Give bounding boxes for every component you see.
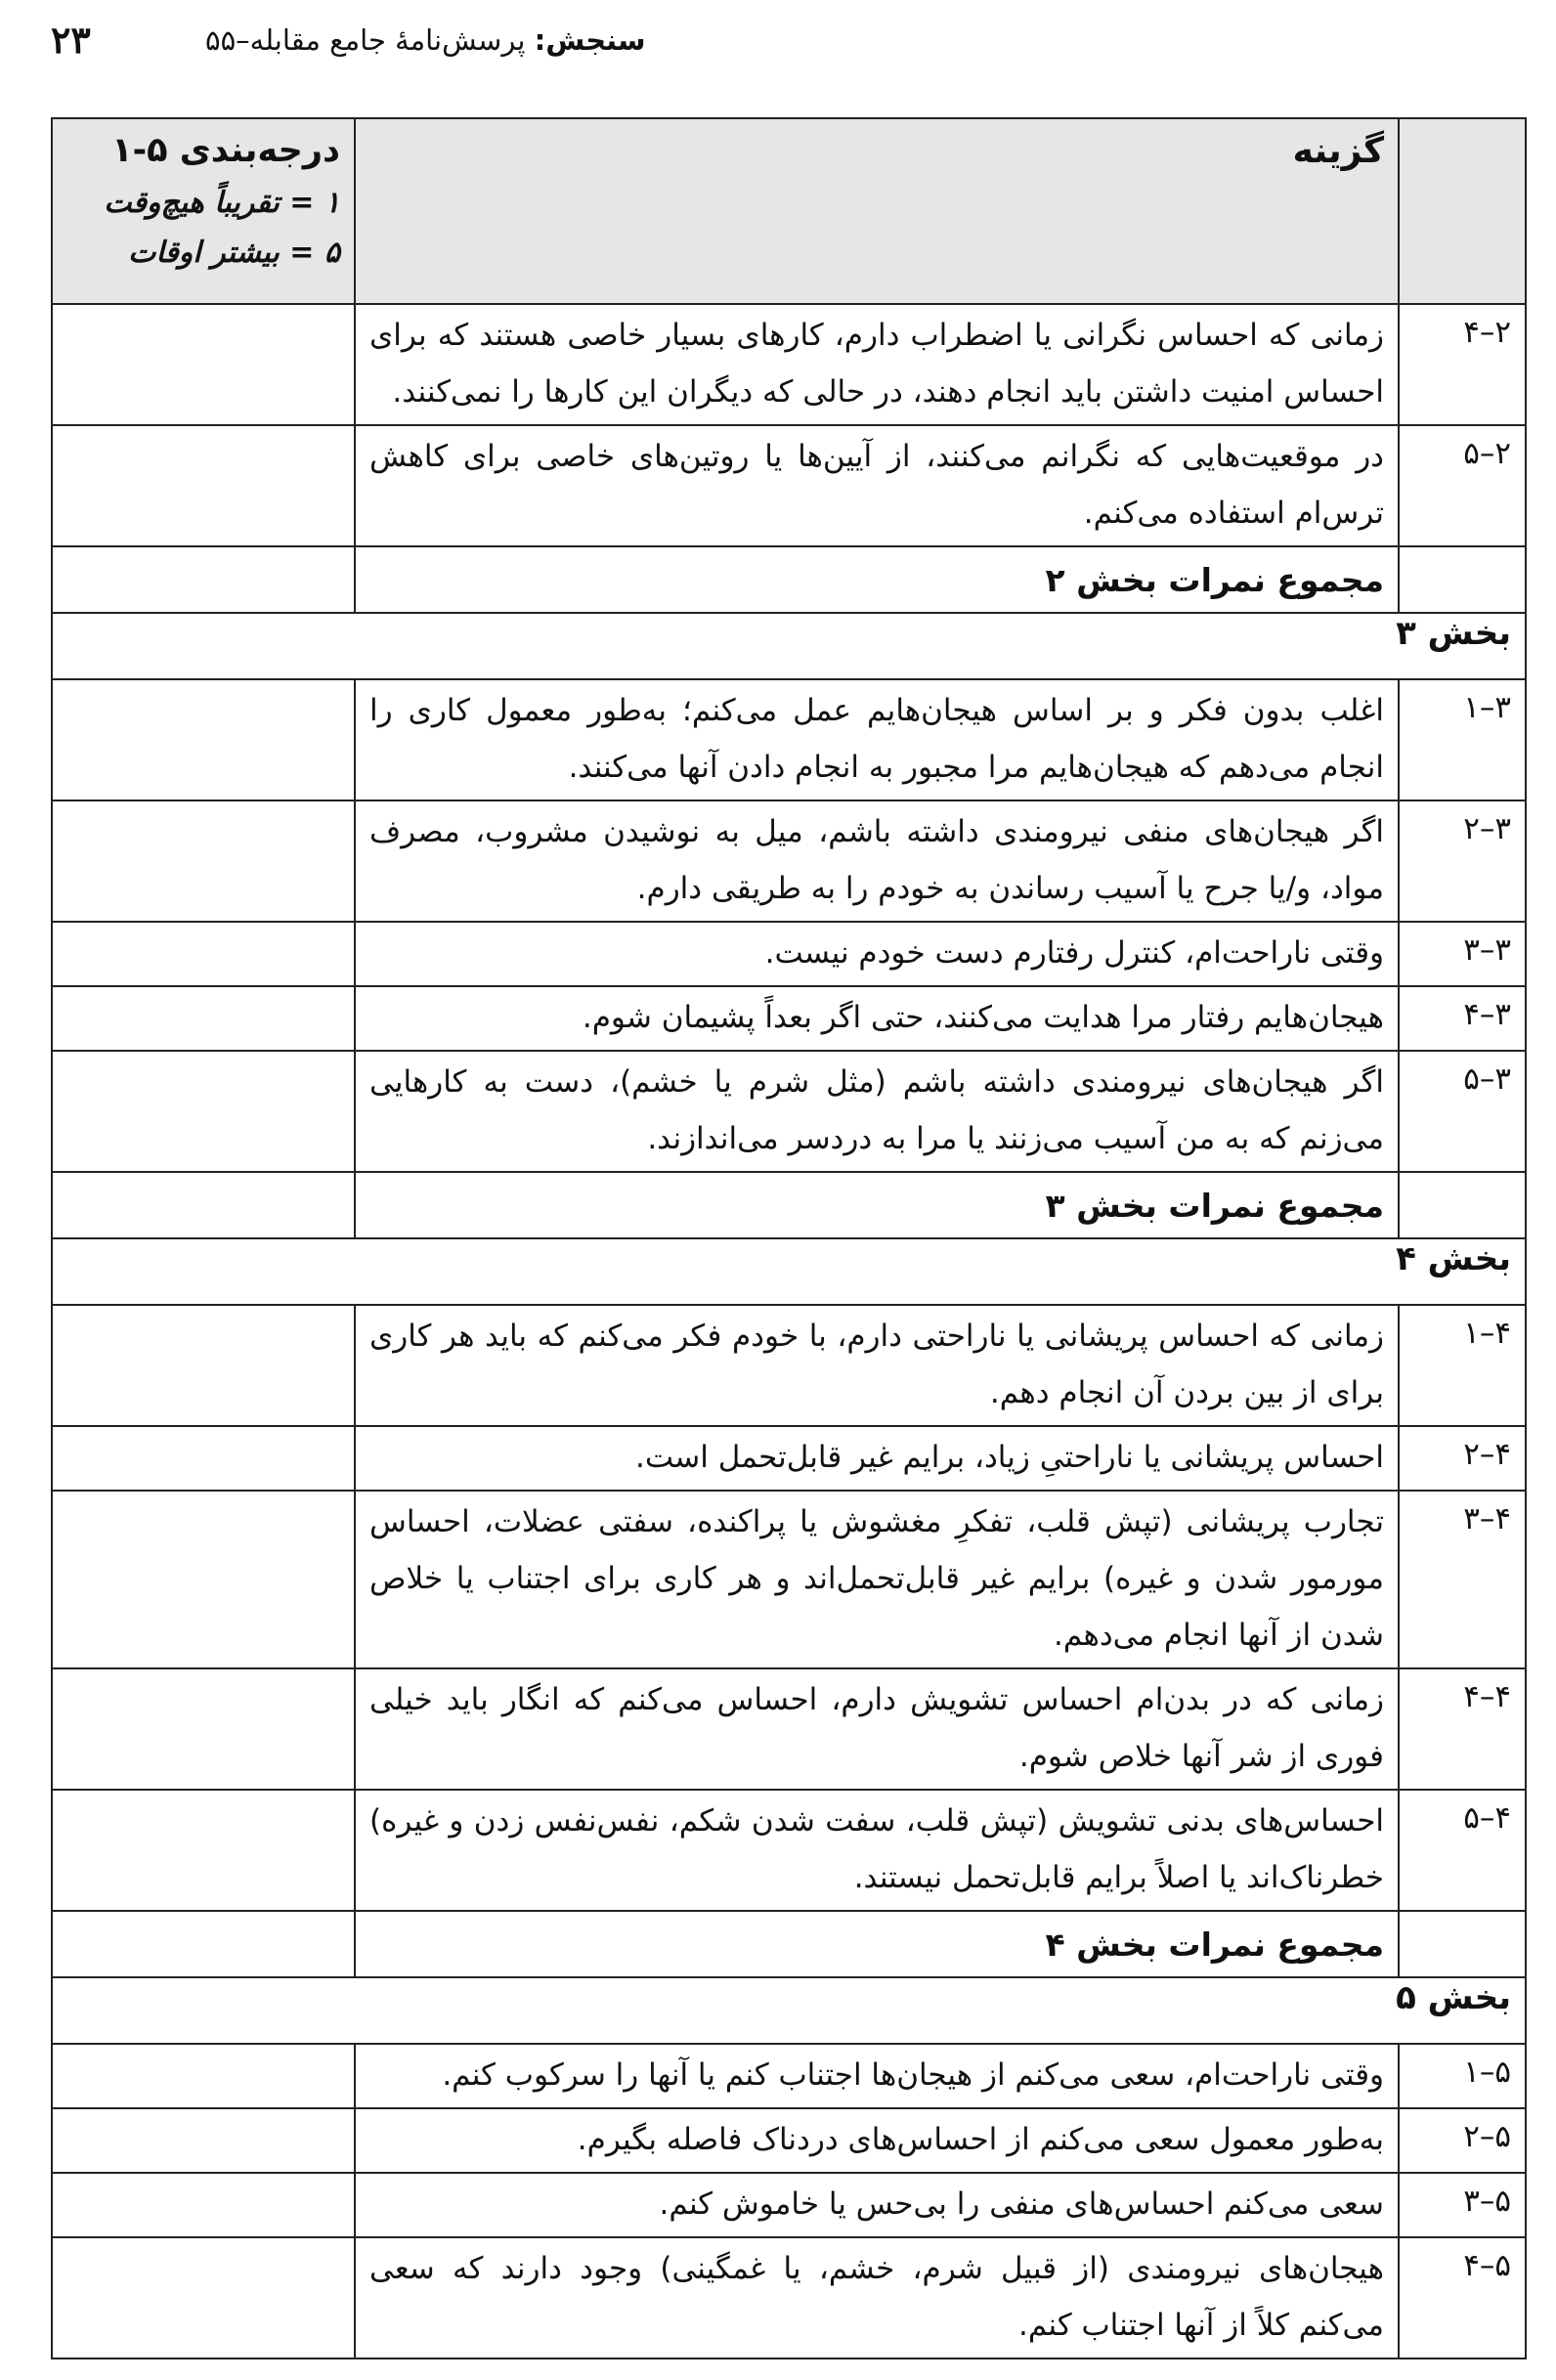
question-row [52, 2108, 1526, 2173]
question-row [52, 2173, 1526, 2237]
item-text: هیجان‌هایم رفتار مرا هدایت می‌کنند، حتی اگر بعداً پشیمان شوم. [355, 986, 1399, 1051]
item-number: ۵–۲ [1399, 2108, 1526, 2173]
item-number: ۲–۴ [1399, 304, 1526, 425]
rating-input-cell[interactable] [52, 2237, 355, 2358]
section-total-row [52, 1911, 1526, 1977]
questionnaire-body [52, 118, 1526, 2358]
question-row [52, 1305, 1526, 1426]
section-heading-row [52, 1977, 1526, 2044]
rating-low-label: ۱ = تقریباً هیچ‌وقت [104, 186, 340, 220]
rating-input-cell[interactable] [52, 801, 355, 922]
question-row [52, 1790, 1526, 1911]
section-total-input[interactable] [52, 546, 355, 613]
item-text: زمانی که در بدن‌ام احساس تشویش دارم، احساس می‌کنم که انگار باید خیلی فوری از شر آنها خلاص شوم. [355, 1668, 1399, 1790]
running-title-rest: پرسش‌نامهٔ جامع مقابله–۵۵ [205, 23, 535, 57]
section-total-input[interactable] [52, 1172, 355, 1238]
header-num-cell [1399, 118, 1526, 304]
total-num-cell [1399, 1911, 1526, 1977]
question-row [52, 425, 1526, 546]
page-number: ۲۳ [51, 18, 91, 62]
section-total-label: مجموع نمرات بخش ۴ [355, 1911, 1399, 1977]
rating-input-cell[interactable] [52, 986, 355, 1051]
item-number: ۴–۳ [1399, 1491, 1526, 1668]
rating-input-cell[interactable] [52, 1426, 355, 1491]
rating-title: درجه‌بندی ۵-۱ [111, 131, 340, 170]
section-heading: بخش ۳ [52, 613, 1526, 679]
item-number: ۲–۵ [1399, 425, 1526, 546]
question-row [52, 801, 1526, 922]
item-text: در موقعیت‌هایی که نگرانم می‌کنند، از آیین‌ها یا روتین‌های خاصی برای کاهش ترس‌ام استفاده می‌کنم. [355, 425, 1399, 546]
rating-input-cell[interactable] [52, 1668, 355, 1790]
rating-input-cell[interactable] [52, 2173, 355, 2237]
section-total-row [52, 1172, 1526, 1238]
section-heading: بخش ۴ [52, 1238, 1526, 1305]
item-text: وقتی ناراحت‌ام، سعی می‌کنم از هیجان‌ها اجتناب کنم یا آنها را سرکوب کنم. [355, 2044, 1399, 2108]
item-text: اگر هیجان‌های نیرومندی داشته باشم (مثل شرم یا خشم)، دست به کارهایی می‌زنم که به من آسیب می‌زنند یا مرا به دردسر می‌اندازند. [355, 1051, 1399, 1172]
rating-input-cell[interactable] [52, 1491, 355, 1668]
page-header [0, 18, 1556, 86]
item-text: اگر هیجان‌های منفی نیرومندی داشته باشم، میل به نوشیدن مشروب، مصرف مواد، و/یا جرح یا آسیب رساندن به خودم را به طریقی دارم. [355, 801, 1399, 922]
table-header-row [52, 118, 1526, 304]
question-row [52, 679, 1526, 801]
rating-input-cell[interactable] [52, 2044, 355, 2108]
question-row [52, 986, 1526, 1051]
running-title [205, 23, 646, 57]
rating-input-cell[interactable] [52, 304, 355, 425]
item-number: ۳–۵ [1399, 1051, 1526, 1172]
header-option: گزینه [355, 118, 1399, 304]
section-total-label: مجموع نمرات بخش ۳ [355, 1172, 1399, 1238]
item-text: احساس پریشانی یا ناراحتیِ زیاد، برایم غیر قابل‌تحمل است. [355, 1426, 1399, 1491]
item-text: تجارب پریشانی (تپش قلب، تفکرِ مغشوش یا پراکنده، سفتی عضلات، احساس مورمور شدن و غیره) برایم غیر قابل‌تحمل‌اند و هر کاری برای اجتناب یا خلاص شدن از آنها انجام می‌دهم. [355, 1491, 1399, 1668]
item-text: سعی می‌کنم احساس‌های منفی را بی‌حس یا خاموش کنم. [355, 2173, 1399, 2237]
item-number: ۴–۵ [1399, 1790, 1526, 1911]
item-number: ۳–۲ [1399, 801, 1526, 922]
rating-input-cell[interactable] [52, 922, 355, 986]
rating-input-cell[interactable] [52, 1790, 355, 1911]
rating-input-cell[interactable] [52, 425, 355, 546]
item-text: زمانی که احساس پریشانی یا ناراحتی دارم، با خودم فکر می‌کنم که باید هر کاری برای از بین بردن آن انجام دهم. [355, 1305, 1399, 1426]
item-number: ۴–۱ [1399, 1305, 1526, 1426]
item-number: ۵–۱ [1399, 2044, 1526, 2108]
header-rating [52, 118, 355, 304]
section-heading-row [52, 1238, 1526, 1305]
total-num-cell [1399, 546, 1526, 613]
item-text: هیجان‌های نیرومندی (از قبیل شرم، خشم، یا غمگینی) وجود دارند که سعی می‌کنم کلاً از آنها اجتناب کنم. [355, 2237, 1399, 2358]
item-text: اغلب بدون فکر و بر اساس هیجان‌هایم عمل می‌کنم؛ به‌طور معمول کاری را انجام می‌دهم که هیجان‌هایم مرا مجبور به انجام دادن آنها می‌کنند. [355, 679, 1399, 801]
item-number: ۵–۳ [1399, 2173, 1526, 2237]
rating-input-cell[interactable] [52, 679, 355, 801]
item-number: ۵–۴ [1399, 2237, 1526, 2358]
rating-input-cell[interactable] [52, 2108, 355, 2173]
section-total-input[interactable] [52, 1911, 355, 1977]
question-row [52, 922, 1526, 986]
item-text: زمانی که احساس نگرانی یا اضطراب دارم، کارهای بسیار خاصی هستند که برای احساس امنیت داشتن باید انجام دهند، در حالی که دیگران این کارها را نمی‌کنند. [355, 304, 1399, 425]
item-number: ۴–۴ [1399, 1668, 1526, 1790]
item-number: ۳–۱ [1399, 679, 1526, 801]
rating-input-cell[interactable] [52, 1305, 355, 1426]
section-total-label: مجموع نمرات بخش ۲ [355, 546, 1399, 613]
item-number: ۳–۳ [1399, 922, 1526, 986]
question-row [52, 1426, 1526, 1491]
total-num-cell [1399, 1172, 1526, 1238]
question-row [52, 1491, 1526, 1668]
rating-high-label: ۵ = بیشتر اوقات [128, 236, 340, 270]
item-text: به‌طور معمول سعی می‌کنم از احساس‌های دردناک فاصله بگیرم. [355, 2108, 1399, 2173]
section-heading-row [52, 613, 1526, 679]
question-row [52, 1668, 1526, 1790]
item-text: وقتی ناراحت‌ام، کنترل رفتارم دست خودم نیست. [355, 922, 1399, 986]
item-number: ۴–۲ [1399, 1426, 1526, 1491]
section-heading: بخش ۵ [52, 1977, 1526, 2044]
question-row [52, 304, 1526, 425]
question-row [52, 2044, 1526, 2108]
question-row [52, 1051, 1526, 1172]
section-total-row [52, 546, 1526, 613]
item-number: ۳–۴ [1399, 986, 1526, 1051]
questionnaire-table [51, 117, 1527, 2359]
running-title-bold: سنجش: [534, 23, 646, 57]
item-text: احساس‌های بدنی تشویش (تپش قلب، سفت شدن شکم، نفس‌نفس زدن و غیره) خطرناک‌اند یا اصلاً برایم قابل‌تحمل نیستند. [355, 1790, 1399, 1911]
rating-input-cell[interactable] [52, 1051, 355, 1172]
question-row [52, 2237, 1526, 2358]
